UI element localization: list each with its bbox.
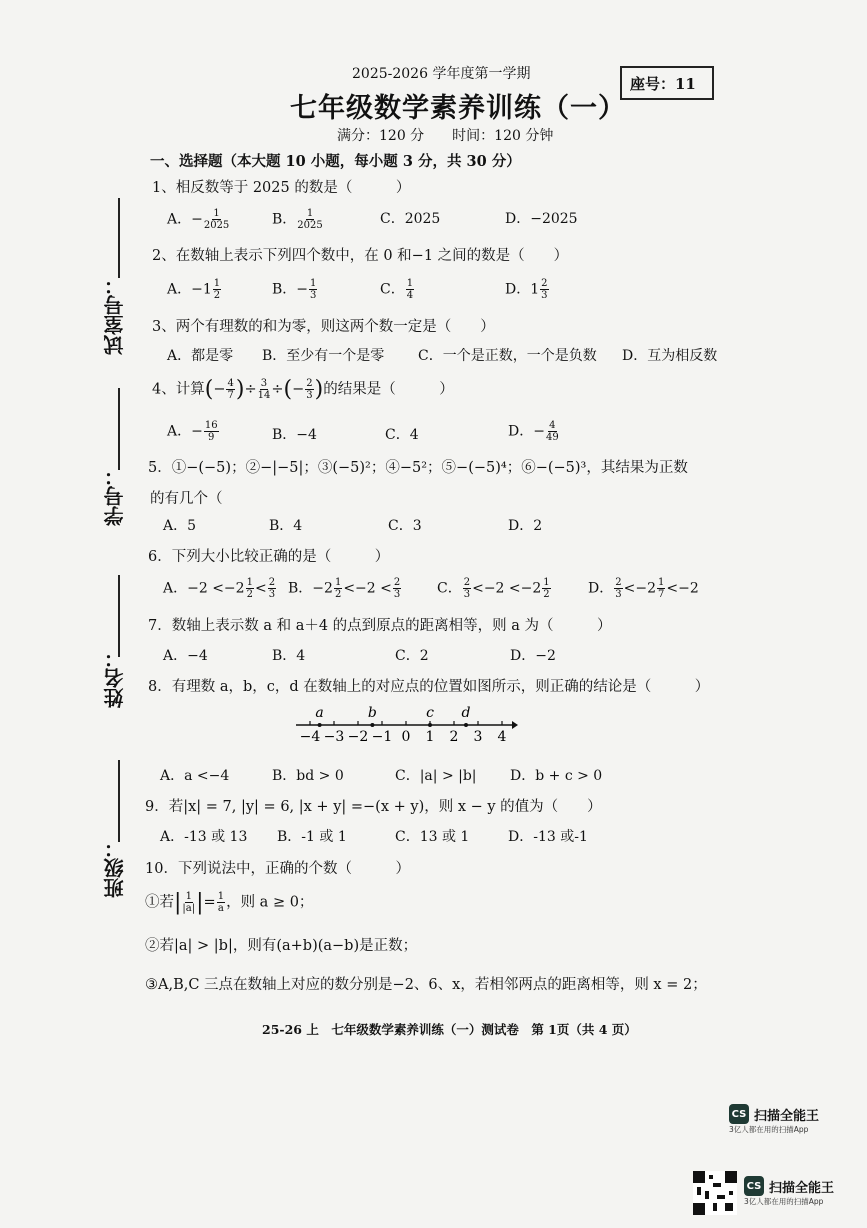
q1-option-c: C．2025 [380,211,441,227]
q7-option-a: A．−4 [163,648,208,664]
q6-option-b: B．−2 $\frac{1}{2}$ <−2 < $\frac{2}{3}$ [288,577,401,600]
q3-stem: 3、两个有理数的和为零，则这两个数一定是（ ） [152,319,495,335]
name-line [118,575,120,657]
q2-option-b: B．− $\frac{1}{3}$ [272,278,317,301]
q2-option-c: C． $\frac{1}{4}$ [380,278,414,301]
number-line-tick-label: −2 [347,729,369,745]
q1-option-b: B． $\frac{1}{2025}$ [272,208,323,231]
q10-statement-2: ②若|a| > |b|，则有(a+b)(a−b)是正数； [145,938,418,954]
q5-option-a: A．5 [163,518,197,534]
watermark-tagline: 3亿人都在用的扫描App [729,1125,809,1134]
class-line [118,760,120,842]
number-line-point-label: d [461,705,471,721]
q1-option-a: A．− $\frac{1}{2025}$ [167,208,230,231]
q4-option-c: C．4 [385,427,419,443]
q8-option-b: B．bd > 0 [272,768,344,784]
number-line-tick-label: −4 [299,729,321,745]
q5-option-c: C．3 [388,518,422,534]
name-label: 姓名： [103,648,127,708]
room-line [118,198,120,278]
q2-stem: 2、在数轴上表示下列四个数中，在 0 和−1 之间的数是（ ） [152,248,569,264]
number-line-point-b [370,723,374,727]
number-line-tick-label: 2 [449,729,459,745]
page-footer: 25-26 上 七年级数学素养训练（一）测试卷 第 1页（共 4 页） [262,1022,637,1037]
q8-option-d: D．b + c > 0 [510,768,603,784]
q10-statement-1: ①若| $\frac{1}{|a|}$ |= $\frac{1}{a}$ ，则 a ≥ 0； [145,890,314,915]
scanner-watermark-bottom [744,1176,834,1207]
q9-stem: 9．若|x| = 7, |y| = 6, |x + y| =−(x + y)，则 x − y 的值为（ ） [145,799,602,815]
student-id-line [118,388,120,470]
q10-statement-3: ③A,B,C 三点在数轴上对应的数分别是−2、6、x，若相邻两点的距离相等，则 x = 2； [145,977,707,993]
watermark-brand: 扫描全能王 [769,1180,835,1196]
q5-option-d: D．2 [508,518,543,534]
number-line-point-label: c [426,705,434,721]
q1-stem: 1、相反数等于 2025 的数是（ ） [152,180,411,196]
q6-option-c: C． $\frac{2}{3}$ <−2 <−2 $\frac{1}{2}$ [437,577,550,600]
number-line-tick-label: −3 [323,729,345,745]
student-id-label: 学号： [103,466,127,526]
class-label: 班级： [103,838,127,898]
q3-option-c: C．一个是正数，一个是负数 [418,348,597,364]
q3-option-d: D．互为相反数 [622,348,718,364]
q7-option-b: B．4 [272,648,306,664]
q6-option-d: D． $\frac{2}{3}$ <−2 $\frac{1}{7}$ <−2 [588,577,699,600]
number-line-point-c [428,723,432,727]
room-label: 试室号： [103,275,127,355]
exam-title: 七年级数学素养训练（一） [290,93,626,124]
number-line-tick-label: 0 [401,729,411,745]
q7-option-d: D．−2 [510,648,556,664]
q1-option-d: D．−2025 [505,211,578,227]
camscanner-logo-icon: CS [729,1104,749,1124]
number-line-tick-label: −1 [371,729,393,745]
q2-option-a: A．−1 $\frac{1}{2}$ [167,278,221,301]
watermark-tagline: 3亿人都在用的扫描App [744,1197,824,1206]
qr-code-icon [693,1170,737,1216]
q8-option-c: C．|a| > |b| [395,768,477,784]
q5-stem-cont: 的有几个（ [150,491,223,507]
q2-option-d: D．1 $\frac{2}{3}$ [505,278,548,301]
q9-option-b: B．-1 或 1 [277,829,347,845]
q7-option-c: C．2 [395,648,429,664]
q9-option-c: C．13 或 1 [395,829,470,845]
section-heading: 一、选择题（本大题 10 小题，每小题 3 分，共 30 分） [150,153,521,170]
q7-stem: 7．数轴上表示数 a 和 a＋4 的点到原点的距离相等，则 a 为（ ） [148,618,612,634]
number-line-point-label: b [367,705,377,721]
q8-option-a: A．a <−4 [160,768,230,784]
q5-option-b: B．4 [269,518,303,534]
q8-stem: 8．有理数 a，b，c，d 在数轴上的对应点的位置如图所示，则正确的结论是（ ） [148,679,710,695]
number-line-tick-label: 1 [425,729,435,745]
watermark-brand: 扫描全能王 [754,1108,820,1124]
number-line-tick-label: 3 [473,729,483,745]
school-year: 2025-2026 学年度第一学期 [352,66,531,82]
number-line-point-a [318,723,322,727]
q4-option-d: D．− $\frac{4}{49}$ [508,420,559,443]
number-line-point-d [464,723,468,727]
camscanner-logo-icon: CS [744,1176,764,1196]
q6-stem: 6．下列大小比较正确的是（ ） [148,549,390,565]
q6-option-a: A．−2 <−2 $\frac{1}{2}$ < $\frac{2}{3}$ [163,577,276,600]
scanner-watermark [729,1104,819,1135]
q4-stem: 4、计算(− $\frac{4}{7}$ )÷ $\frac{3}{14}$ ÷(− $\frac{2}{3}$ )的结果是（ ） [152,377,454,402]
q3-option-a: A．都是零 [167,348,234,364]
q3-option-b: B．至少有一个是零 [262,348,385,364]
q4-option-a: A．− $\frac{16}{9}$ [167,420,218,443]
q4-option-b: B．−4 [272,427,317,443]
number-line-point-label: a [315,705,324,721]
q10-stem: 10．下列说法中，正确的个数（ ） [145,861,410,877]
q9-option-a: A．-13 或 13 [160,829,248,845]
q5-stem: 5．①−(−5)；②−|−5|；③(−5)²；④−5²；⑤−(−5)⁴；⑥−(−5)³，其结果为正数 [148,460,688,476]
number-line-arrow [512,721,518,729]
q9-option-d: D．-13 或-1 [508,829,588,845]
number-line-tick-label: 4 [497,729,507,745]
seat-number-box: 座号：11 [620,66,714,100]
score-time: 满分：120 分 时间：120 分钟 [337,128,554,144]
number-line-figure [290,700,520,748]
